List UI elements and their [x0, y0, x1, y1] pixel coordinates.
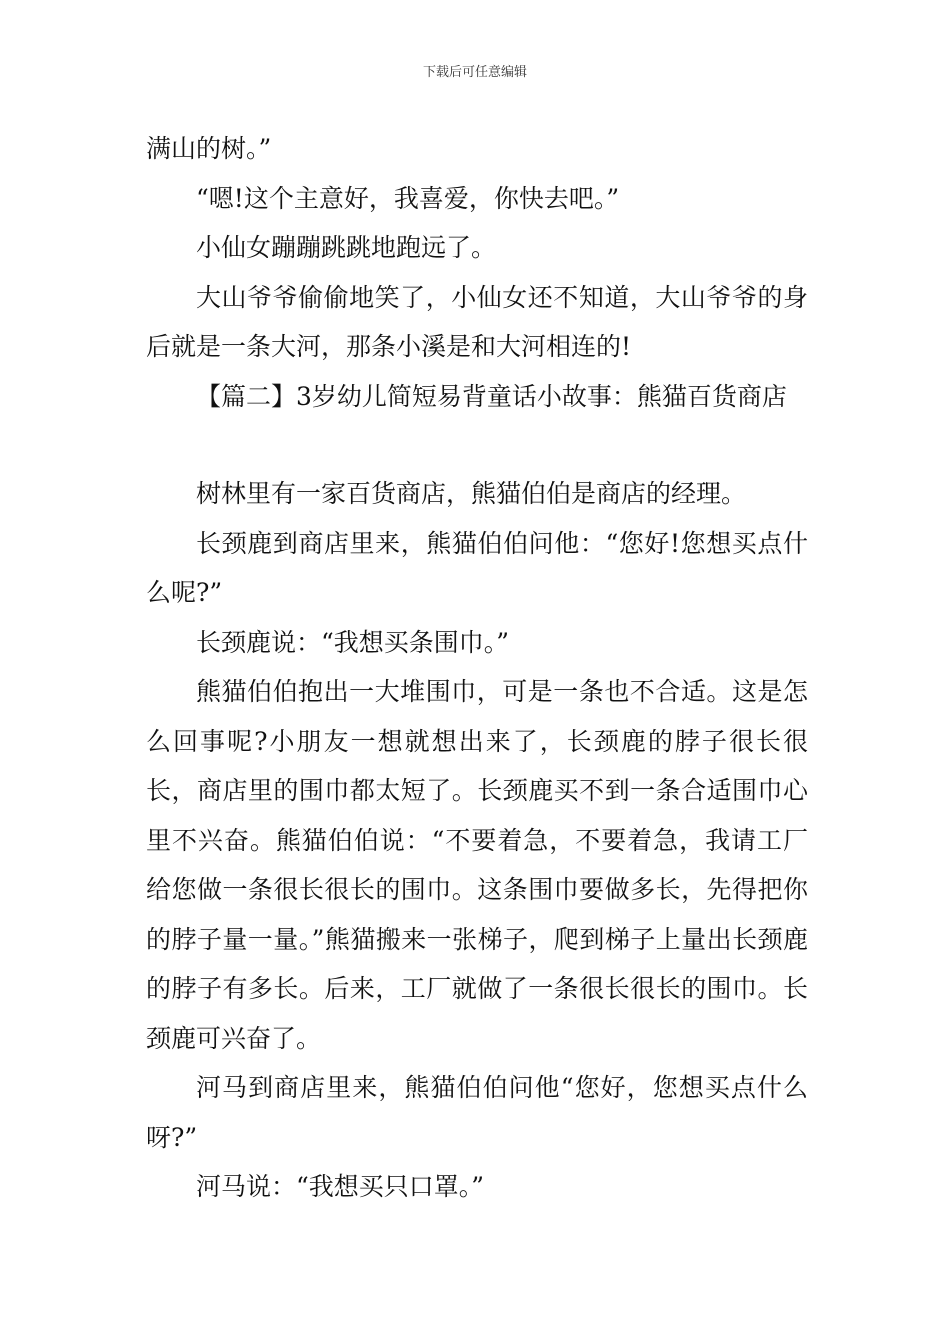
paragraph: 小仙女蹦蹦跳跳地跑远了。: [196, 233, 497, 262]
paragraph: 树林里有一家百货商店，熊猫伯伯是商店的经理。: [196, 479, 747, 508]
paragraph: 满山的树。”: [146, 134, 272, 163]
page-header: 下载后可任意编辑: [422, 65, 527, 80]
paragraph: 河马说：“我想买只口罩。”: [196, 1172, 485, 1201]
paragraph: 熊猫伯伯抱出一大堆围巾，可是一条也不合适。这是怎么回事呢?小朋友一想就想出来了，长颈鹿的脖子很长很长，商店里的围巾都太短了。长颈鹿买不到一条合适围巾心里不兴奋。熊猫伯伯说：“不要着急，不要着急，我请工厂给您做一条很长很长的围巾。这条围巾要做多长，先得把你的脖子量一量。”熊猫搬来一张梯子，爬到梯子上量出长颈鹿的脖子有多长。后来，工厂就做了一条很长很长的围巾。长颈鹿可兴奋了。: [146, 677, 808, 1053]
section-heading: 【篇二】3岁幼儿简短易背童话小故事：熊猫百货商店: [196, 381, 787, 411]
paragraph: 长颈鹿到商店里来，熊猫伯伯问他：“您好!您想买点什么呢?”: [146, 528, 808, 607]
paragraph: 大山爷爷偷偷地笑了，小仙女还不知道，大山爷爷的身后就是一条大河，那条小溪是和大河相连的!: [146, 282, 808, 361]
paragraph: “嗯!这个主意好，我喜爱，你快去吧。”: [196, 183, 620, 213]
paragraph: 长颈鹿说：“我想买条围巾。”: [196, 627, 510, 657]
document-body: [146, 124, 808, 1212]
paragraph: 河马到商店里来，熊猫伯伯问他“您好，您想买点什么呀?”: [146, 1073, 808, 1152]
